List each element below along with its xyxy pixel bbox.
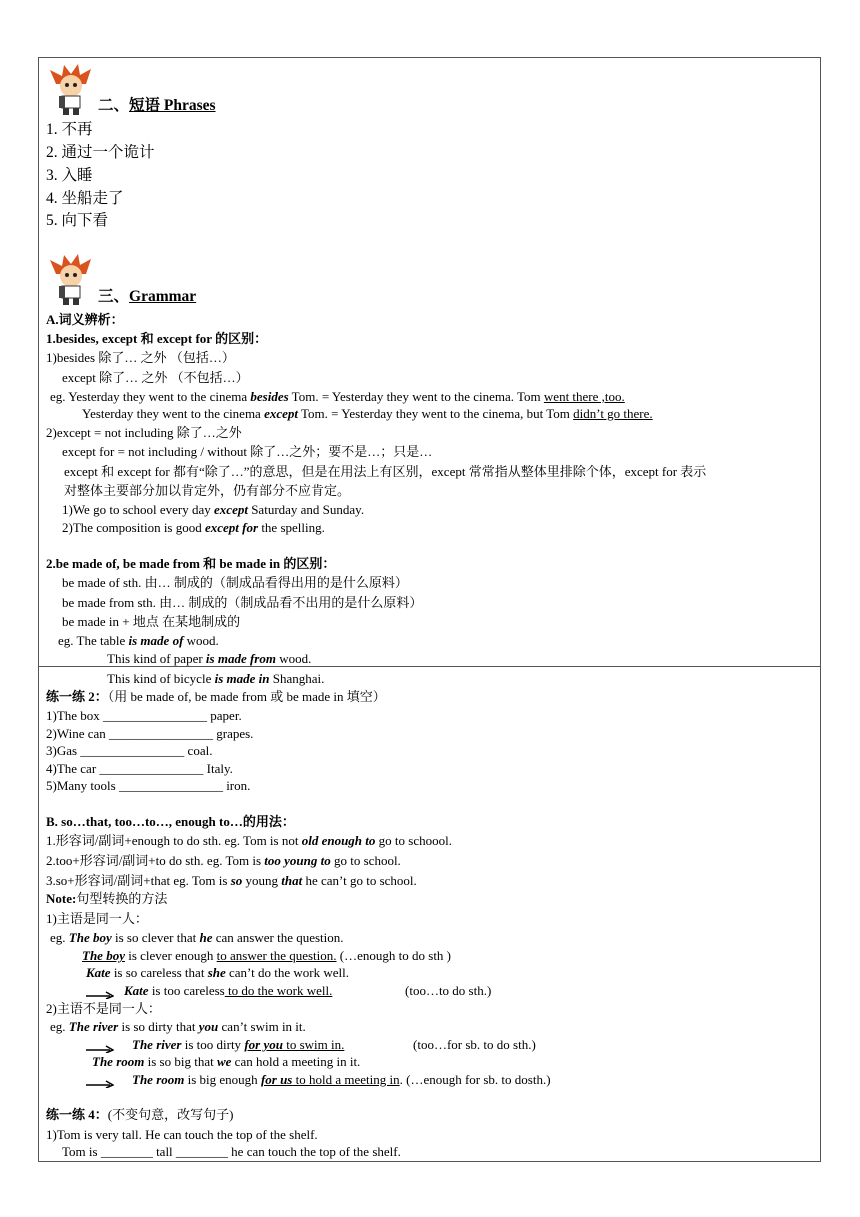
made-in-definition: be made in + 地点 在某地制成的 [62,614,241,629]
phrase-item: 5. 向下看 [46,212,109,229]
example-except: Yesterday they went to the cinema except Tom. = Yesterday they went to the cinema, but Tom didn’t go there. [82,406,653,421]
question1-title: 1.besides, except 和 except for 的区别： [46,331,268,346]
explanation-line: except 和 except for 都有“除了…”的意思，但是在用法上有区别，except 常常指从整体里排除个体，except for 表示 [64,464,707,479]
partB-title: B. so…that, too…to…, enough to…的用法： [46,814,295,829]
cartoon-boy-icon [46,252,96,306]
diff-subject-heading: 2)主语不是同一人： [46,1001,161,1016]
practice4-question: 1)Tom is very tall. He can touch the top of the shelf. [46,1127,318,1142]
right-arrow-icon [86,1045,114,1053]
made-of-definition: be made of sth. 由… 制成的（制成品看得出用的是什么原料） [62,575,408,590]
right-arrow-icon [86,1080,114,1088]
practice2-item: 4)The car ________________ Italy. [46,761,233,776]
same-subject-example: eg. The boy is so clever that he can answer the question. [50,930,344,945]
exceptfor-equation: except for = not including / without 除了…之外；要不是…；只是… [62,444,433,459]
section-title-grammar: 三、Grammar [98,288,197,305]
phrase-item: 1. 不再 [46,121,93,138]
subsection-a-title: A.词义辨析： [46,312,124,327]
example-paper: This kind of paper is made from wood. [107,651,312,666]
phrase-item: 3. 入睡 [46,167,93,184]
explanation-line: 对整体主要部分加以肯定外，仍有部分不应肯定。 [64,483,351,498]
pattern-note: (too…to do sth.) [405,983,492,998]
made-from-definition: be made from sth. 由… 制成的（制成品看不出用的是什么原料） [62,595,423,610]
phrase-item: 2. 通过一个诡计 [46,144,155,161]
practice2-item: 3)Gas ________________ coal. [46,743,213,758]
exceptfor-example: 2)The composition is good except for the spelling. [62,520,325,535]
example-table: eg. The table is made of wood. [58,633,219,648]
practice4-title: 练一练 4：(不变句意，改写句子) [46,1107,234,1122]
practice4-answer-line: Tom is ________ tall ________ he can touch the top of the shelf. [62,1144,401,1159]
example-bicycle: This kind of bicycle is made in Shanghai. [107,671,325,686]
except-equation: 2)except = not including 除了…之外 [46,425,242,440]
phrase-item: 4. 坐船走了 [46,190,124,207]
same-subject-example: Kate is so careless that she can’t do the work well. [86,965,349,980]
example-besides: eg. Yesterday they went to the cinema besides Tom. = Yesterday they went to the cinema. Tom went there ,too. [50,389,625,404]
diff-subject-example: The room is so big that we can hold a meeting in it. [92,1054,361,1069]
same-subject-rewrite: The boy is clever enough to answer the question. (…enough to do sth ) [82,948,452,963]
same-subject-heading: 1)主语是同一人： [46,911,148,926]
diff-subject-rewrite: The room is big enough for us to hold a meeting in. (…enough for sb. to dosth.) [132,1072,551,1087]
practice2-title: 练一练 2：（用 be made of, be made from 或 be made in 填空） [46,689,386,704]
diff-subject-example: eg. The river is so dirty that you can’t swim in it. [50,1019,306,1034]
note-line: Note:句型转换的方法 [46,891,168,906]
practice2-item: 2)Wine can ________________ grapes. [46,726,254,741]
practice2-item: 5)Many tools ________________ iron. [46,778,251,793]
question2-title: 2.be made of, be made from 和 be made in 的区别： [46,556,336,571]
same-subject-rewrite: Kate is too careless to do the work well. [124,983,333,998]
cartoon-boy-icon [46,62,96,116]
rule-so-that: 3.so+形容词/副词+that eg. Tom is so young that he can’t go to school. [46,873,417,888]
besides-definition: 1)besides 除了… 之外 （包括…） [46,350,235,365]
rule-too: 2.too+形容词/副词+to do sth. eg. Tom is too young to go to school. [46,853,401,868]
diff-subject-rewrite: The river is too dirty for you to swim in. [132,1037,345,1052]
except-example: 1)We go to school every day except Saturday and Sunday. [62,502,365,517]
practice2-item: 1)The box ________________ paper. [46,708,242,723]
except-definition: except 除了… 之外 （不包括…） [62,370,249,385]
section-title-phrases: 二、短语 Phrases [98,97,216,114]
rule-enough: 1.形容词/副词+enough to do sth. eg. Tom is not old enough to go to schoool. [46,833,452,848]
right-arrow-icon [86,991,114,999]
pattern-note: (too…for sb. to do sth.) [413,1037,536,1052]
